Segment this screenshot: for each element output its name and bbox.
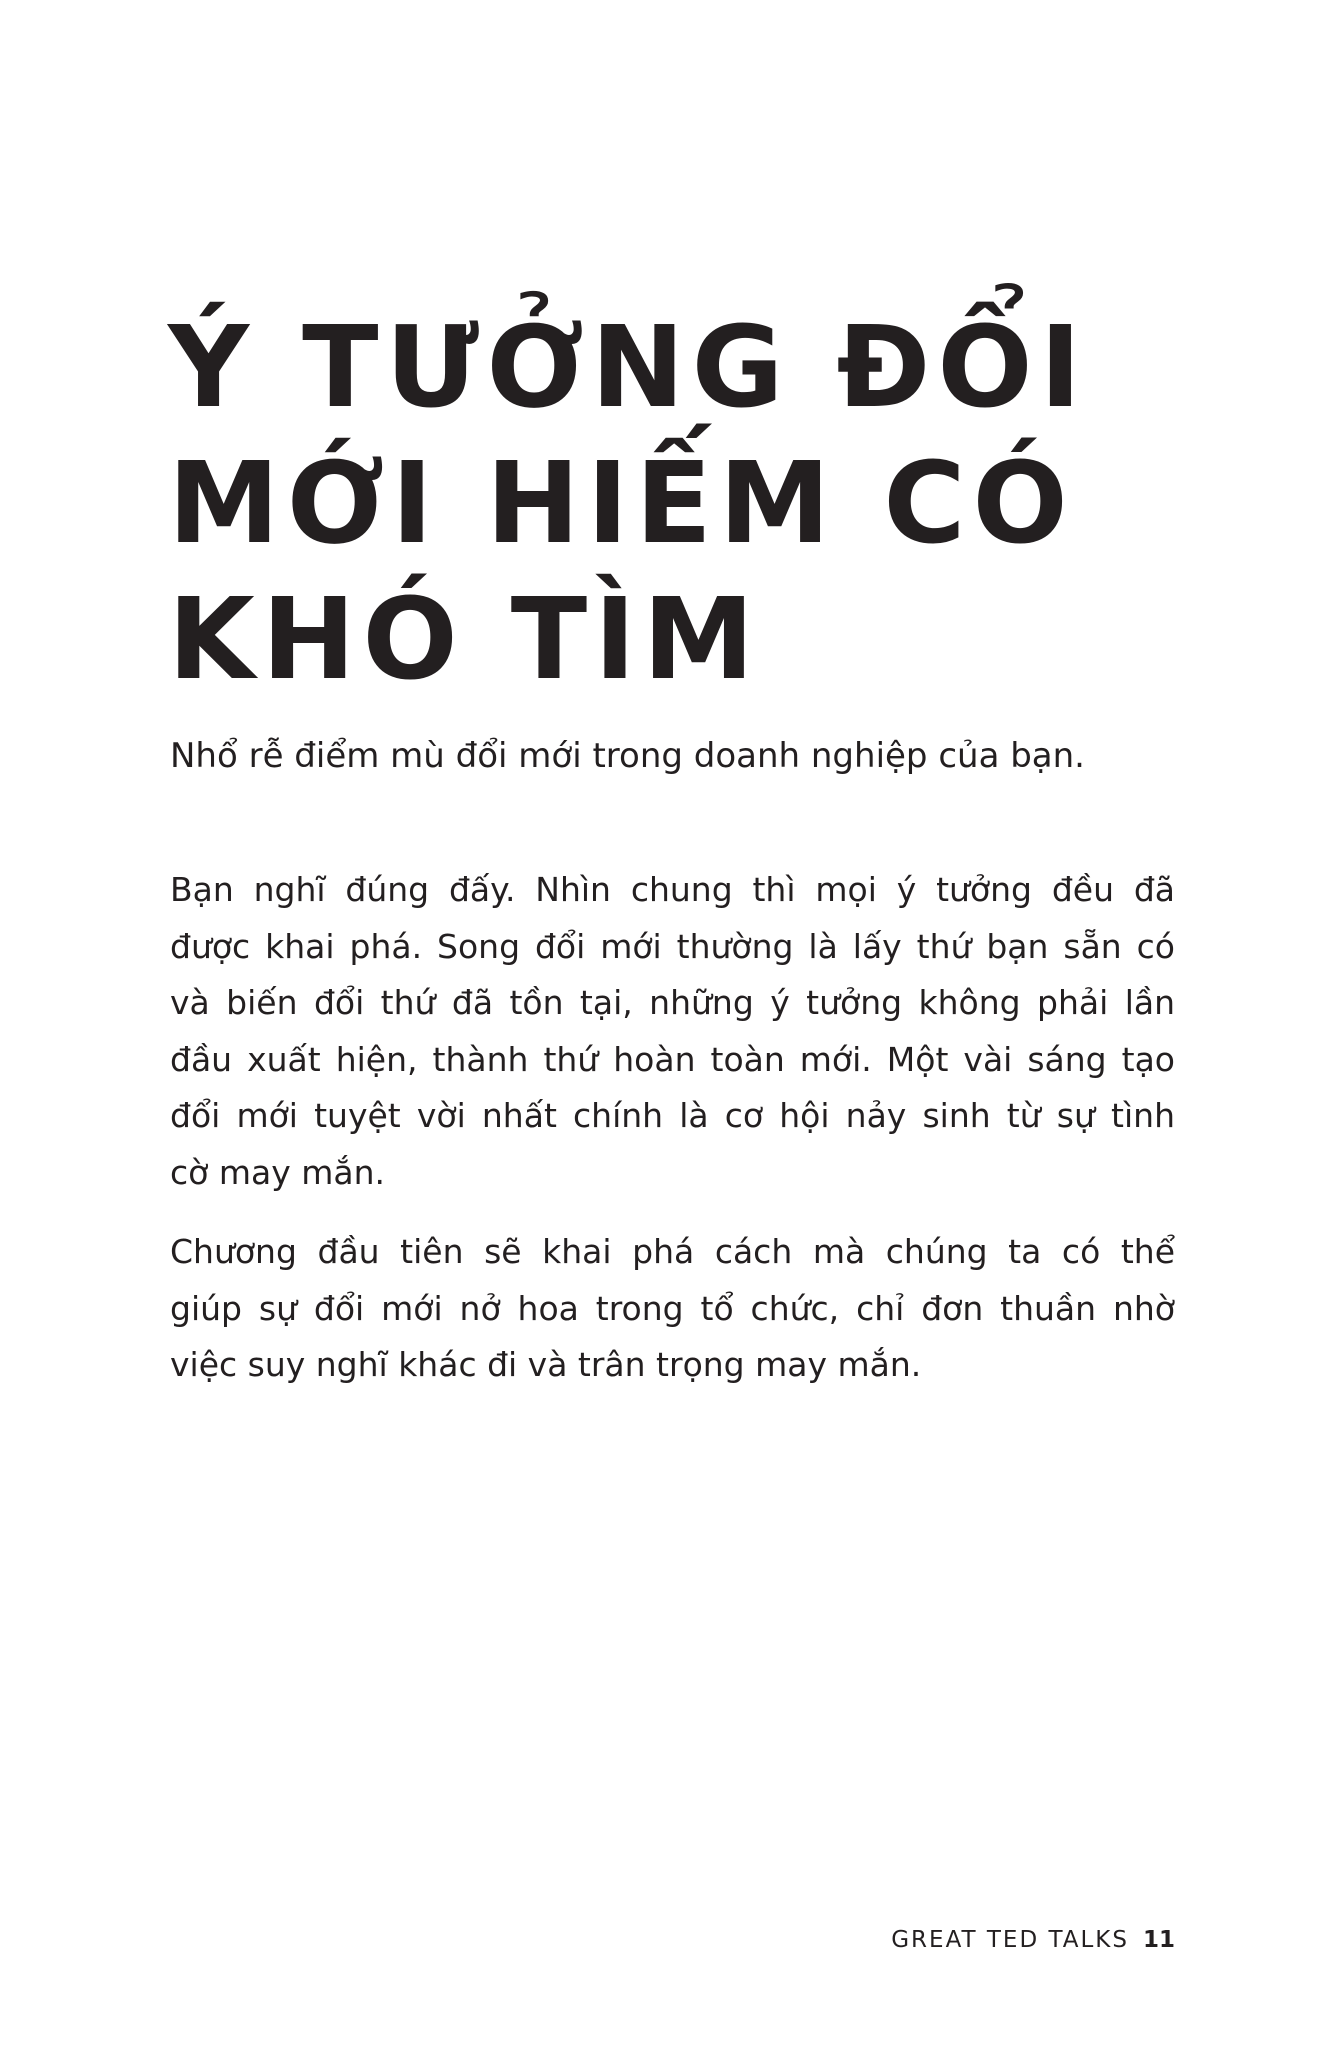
page-footer	[891, 1925, 1175, 1955]
page-number: 11	[1142, 1927, 1175, 1953]
chapter-title-line: KHÓ TÌM	[168, 575, 762, 705]
body-line: cờ may mắn.	[170, 1152, 385, 1192]
body-line: Bạn nghĩ đúng đấy. Nhìn chung thì mọi ý tưởng đều đã	[170, 870, 1175, 909]
body-line: đầu xuất hiện, thành thứ hoàn toàn mới. Một vài sáng tạo	[170, 1039, 1175, 1079]
running-head: GREAT TED TALKS	[891, 1927, 1129, 1953]
chapter-subtitle: Nhổ rễ điểm mù đổi mới trong doanh nghiệp của bạn.	[170, 736, 1085, 776]
body-paragraph	[170, 1224, 1175, 1394]
chapter-title-line: MỚI HIẾM CÓ	[168, 439, 1075, 569]
body-text	[170, 862, 1175, 1417]
body-paragraph	[170, 862, 1175, 1201]
body-line: giúp sự đổi mới nở hoa trong tổ chức, chỉ đơn thuần nhờ	[170, 1288, 1175, 1328]
chapter-title	[168, 300, 1188, 708]
body-line: được khai phá. Song đổi mới thường là lấy thứ bạn sẵn có	[170, 926, 1175, 966]
body-line: Chương đầu tiên sẽ khai phá cách mà chúng ta có thể	[170, 1232, 1175, 1271]
body-line: đổi mới tuyệt vời nhất chính là cơ hội nảy sinh từ sự tình	[170, 1096, 1175, 1135]
body-line: và biến đổi thứ đã tồn tại, những ý tưởng không phải lần	[170, 983, 1175, 1022]
chapter-title-line: Ý TƯỞNG ĐỔI	[168, 303, 1089, 433]
body-line: việc suy nghĩ khác đi và trân trọng may mắn.	[170, 1345, 922, 1384]
